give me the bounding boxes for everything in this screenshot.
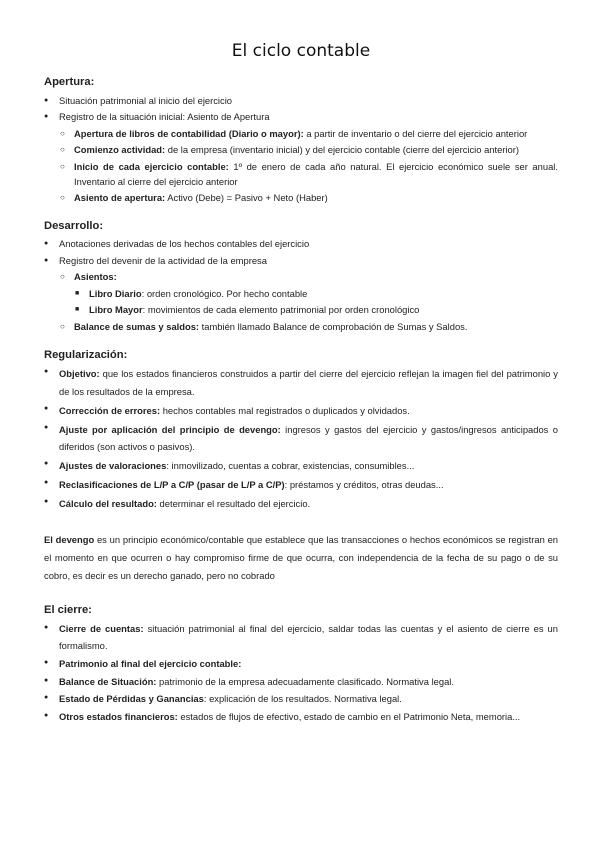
list-item (44, 476, 558, 494)
item-text: Activo (Debe) = Pasivo + Neto (Haber) (165, 192, 328, 204)
list-item (44, 709, 558, 726)
item-text: Situación patrimonial al inicio del ejercicio (59, 94, 233, 106)
item-text: a partir de inventario o del cierre del ejercicio anterior (303, 127, 528, 139)
item-label: Estado de Pérdidas y Ganancias (59, 693, 204, 705)
item-label: Apertura de libros de contabilidad (Diario o mayor): (74, 127, 304, 139)
item-text: patrimonio de la empresa adecuadamente clasificado. Normativa legal. (156, 675, 454, 687)
list-item (59, 160, 558, 189)
item-label: Inicio de cada ejercicio contable: (74, 161, 229, 173)
section-regularizacion (44, 347, 558, 513)
list-item (59, 127, 558, 142)
list-item (59, 320, 558, 335)
list-item (44, 621, 558, 655)
section-heading: Apertura: (44, 76, 95, 89)
list-item (44, 656, 558, 673)
list-item (59, 191, 558, 206)
item-label: Ajuste por aplicación del principio de devengo: (59, 423, 281, 435)
item-label: Cálculo del resultado: (59, 497, 157, 509)
item-text: hechos contables mal registrados o duplicados y olvidados. (160, 404, 410, 416)
item-label: Patrimonio al final del ejercicio contable: (59, 657, 242, 669)
section-cierre (44, 602, 558, 726)
list-item (59, 270, 558, 318)
item-label: Corrección de errores: (59, 404, 161, 416)
list-item (74, 287, 558, 302)
item-text: Registro del devenir de la actividad de la empresa (59, 254, 267, 266)
item-text: situación patrimonial al final del ejercicio, saldar todas las cuentas y el asiento de cierre es un formalismo. (59, 622, 558, 651)
section-heading: Regularización: (44, 348, 128, 361)
item-text: : inmovilizado, cuentas a cobrar, existencias, consumibles... (166, 460, 415, 472)
list-item (59, 143, 558, 158)
item-text: ingresos y gastos del ejercicio y gastos/ingresos anticipados o diferidos (son activos o pasivos). (59, 423, 558, 453)
devengo-text: es un principio económico/contable que establece que las transacciones o hechos económicos se registran en el momento en que ocurren o hay compromiso firme de que ocurra, con independencia de la fecha de su pago o de su cobro, es decir es un derecho ganado, pero no cobrado (44, 533, 558, 581)
item-label: Balance de Situación: (59, 675, 157, 687)
section-heading: Desarrollo: (44, 219, 104, 232)
item-label: Balance de sumas y saldos: (74, 321, 200, 332)
list-item (44, 495, 558, 513)
devengo-label: El devengo (44, 533, 95, 545)
list-item (44, 365, 558, 401)
item-label: Comienzo actividad: (74, 144, 166, 156)
item-text: : orden cronológico. Por hecho contable (141, 287, 308, 299)
item-label: Libro Mayor (89, 304, 143, 316)
list-item (74, 303, 558, 318)
item-text: : explicación de los resultados. Normativa legal. (203, 693, 402, 705)
item-label: Reclasificaciones de L/P a C/P (pasar de L/P a C/P) (59, 479, 285, 491)
item-text: determinar el resultado del ejercicio. (156, 497, 311, 509)
list-item (44, 110, 558, 205)
devengo-paragraph (44, 531, 558, 585)
item-text: de la empresa (inventario inicial) y del ejercicio contable (cierre del ejercicio anterior) (165, 144, 519, 156)
item-label: Libro Diario (89, 287, 142, 299)
item-text: 1º de enero de cada año natural. El ejercicio económico suele ser anual. Inventario al cierre del ejercicio anterior (74, 161, 558, 187)
list-item (44, 674, 558, 691)
item-label: Otros estados financieros: (59, 711, 178, 723)
list-item (44, 254, 558, 335)
item-label: Asientos: (74, 271, 117, 283)
page-title: El ciclo contable (231, 41, 371, 61)
item-label: Cierre de cuentas: (59, 622, 144, 634)
list-item (44, 402, 558, 420)
list-item (44, 237, 558, 252)
item-text: : préstamos y créditos, otras deudas... (284, 479, 444, 491)
item-label: Ajustes de valoraciones (59, 460, 167, 472)
list-item (44, 421, 558, 457)
list-item (44, 457, 558, 475)
section-desarrollo (44, 218, 558, 335)
item-text: Anotaciones derivadas de los hechos contables del ejercicio (59, 238, 310, 250)
list-item (44, 691, 558, 708)
section-apertura (44, 74, 558, 205)
section-heading: El cierre: (44, 604, 92, 617)
item-text: Registro de la situación inicial: Asiento de Apertura (59, 111, 270, 123)
item-text: que los estados financieros construidos a partir del cierre del ejercicio reflejan la imagen fiel del patrimonio y de los resultados de la empresa. (59, 367, 558, 397)
item-text: estados de flujos de efectivo, estado de cambio en el Patrimonio Neta, memoria... (177, 711, 521, 723)
item-label: Asiento de apertura: (74, 192, 166, 204)
item-text: también llamado Balance de comprobación de Sumas y Saldos. (199, 321, 468, 332)
list-item (44, 94, 558, 109)
item-text: : movimientos de cada elemento patrimonial por orden cronológico (142, 304, 420, 316)
item-label: Objetivo: (59, 367, 100, 379)
